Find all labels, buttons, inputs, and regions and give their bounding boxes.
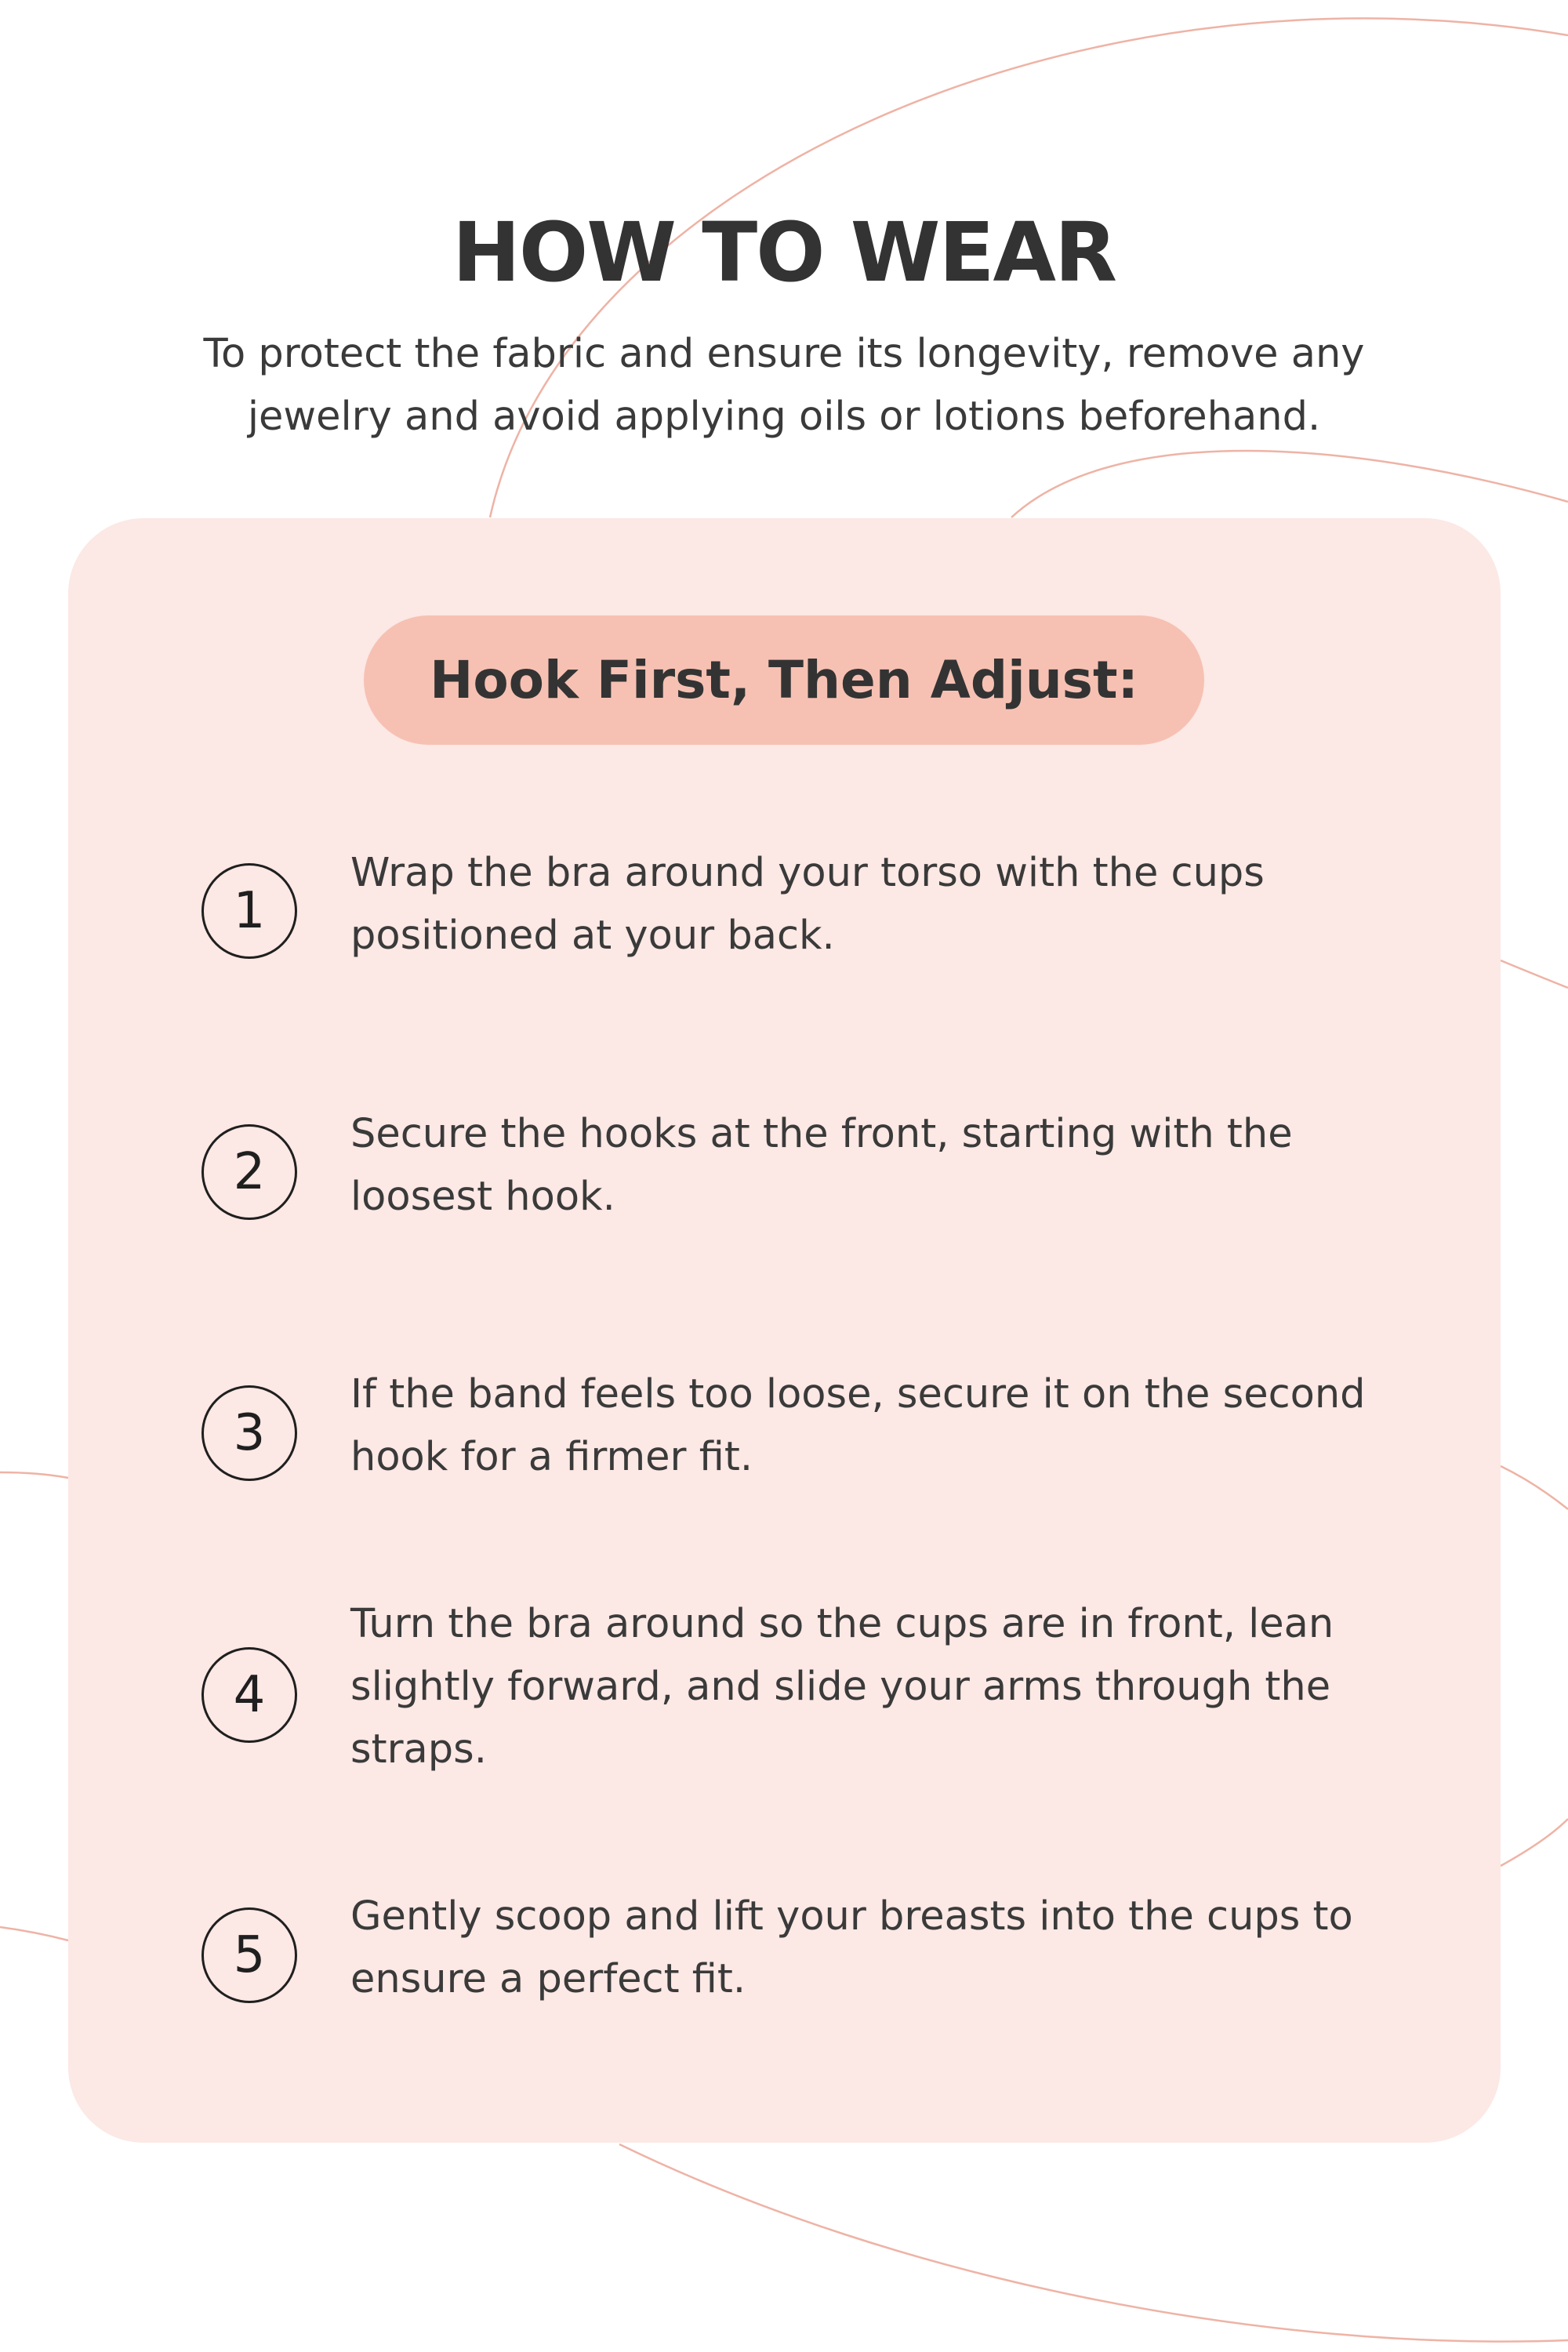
- bg-arc-right-1: [1501, 960, 1568, 988]
- bg-arc-left-2: [0, 1927, 68, 1940]
- step-number-badge: 2: [201, 1124, 297, 1220]
- bg-arc-left-1: [0, 1472, 68, 1478]
- step-text: Wrap the bra around your torso with the cups positioned at your back.: [350, 850, 1265, 959]
- page-title: HOW TO WEAR: [452, 205, 1116, 300]
- step-number-badge: 1: [201, 863, 297, 959]
- step-text: Secure the hooks at the front, starting with the loosest hook.: [350, 1111, 1293, 1220]
- step-number-badge: 5: [201, 1907, 297, 2003]
- section-heading-pill: Hook First, Then Adjust:: [364, 615, 1204, 745]
- step-number-badge: 3: [201, 1385, 297, 1481]
- step-text: If the band feels too loose, secure it on the second hook for a firmer fit.: [350, 1371, 1366, 1480]
- step-number-badge: 4: [201, 1647, 297, 1743]
- instructions-card: [68, 518, 1501, 2143]
- bg-arc-bottom: [619, 2144, 1568, 2342]
- step-text: Gently scoop and lift your breasts into the cups to ensure a perfect fit.: [350, 1893, 1353, 2002]
- step-text: Turn the bra around so the cups are in front, lean slightly forward, and slide your arms through the straps.: [350, 1601, 1334, 1773]
- intro-text: To protect the fabric and ensure its longevity, remove any jewelry and avoid applying oils or lotions beforehand.: [203, 331, 1365, 440]
- bg-arc-right-2: [1501, 1466, 1568, 1509]
- bg-arc-right-3: [1501, 1819, 1568, 1866]
- bg-arc-upper-right: [1011, 451, 1568, 517]
